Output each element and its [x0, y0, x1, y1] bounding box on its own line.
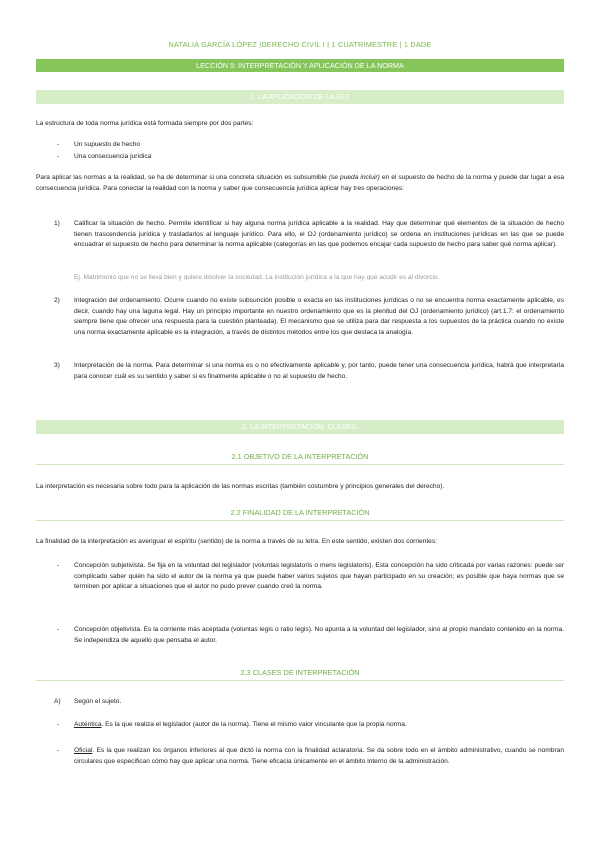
- list-item: Un supuesto de hecho: [74, 141, 140, 148]
- section-1-intro: La estructura de toda norma jurídica está formada siempre por dos partes:: [36, 120, 254, 127]
- bullet-mark: -: [57, 562, 60, 569]
- section-2-heading: 2. LA INTERPRETACIÓN. CLASES.: [36, 420, 564, 434]
- paragraph-part: en el supuesto de hecho de la norma y puede dar lugar a esa consecuencia jurídica. Para conectar la realidad con la norma y saber que consecuencia jurídica aplicar hay tres operaciones:: [36, 174, 564, 192]
- lesson-title-band: LECCIÓN 5: INTERPRETACIÓN Y APLICACIÓN DE LA NORMA: [36, 59, 564, 72]
- list-item: Una consecuencia jurídica: [74, 153, 152, 160]
- list-item: [74, 720, 564, 731]
- bullet-mark: -: [57, 747, 60, 754]
- bullet-mark: -: [57, 626, 60, 633]
- bullet-mark: -: [57, 153, 60, 160]
- term-definition: . Es la que realiza el legislador (autor de la norma). Tiene el mismo valor vinculante que la propia norma.: [101, 721, 407, 728]
- subsection-heading: [36, 452, 564, 461]
- subsection-title: 2.3 CLASES DE INTERPRETACIÓN: [240, 668, 360, 677]
- operation-text: Integración del ordenamiento. Ocurre cuando no existe subsunción posible o exacta en las instituciones jurídicas o no se encuentra norma exactamente aplicable, es decir, cuando hay una laguna legal. Hay un principio importante en nuestro ordenamiento que es la plenitud del OJ (ordenamiento jurídico) (art.1.7: el ordenamiento siempre tiene que ofrecer una respuesta para la cuestión planteada). El mecanismo que se utiliza para dar respuesta a los supuestos de la práctica cuando no existe una norma exactamente aplicable es la integración, a través de distintos métodos entre los que destaca la analogía.: [74, 297, 564, 336]
- bullet-mark: -: [57, 721, 60, 728]
- list-item: Concepción subjetivista. Se fija en la voluntad del legislador (voluntas legislatoris o mens legislatoris). Esta concepción ha sido criticada por varias razones: puede ser complicado saber quién ha sido el autor de la norma ya que puede haber varios sujetos que hayan participado en su creación; es posible que haya normas que se terminen por aplicar a situaciones que el autor no pudo prever cuando creó la norma.: [74, 562, 564, 591]
- paragraph-part: Para aplicar las normas a la realidad, se ha de determinar si una concreta situación es subsumible: [36, 174, 329, 181]
- term: Oficial: [74, 747, 93, 754]
- subsection-text: La interpretación es necesaria sobre todo para la aplicación de las normas escritas (también costumbre y principios generales del derecho).: [36, 483, 445, 490]
- subsection-heading: [36, 668, 564, 677]
- divider: [36, 520, 564, 521]
- divider: [36, 464, 564, 465]
- list-item: Concepción objetivista. Es la corriente más aceptada (voluntas legis o ratio legis). No apunta a la voluntad del legislador, sino al propio mandato contenido en la norma. Se independiza de aquello que pensaba el autor.: [74, 626, 564, 644]
- class-heading: Según el sujeto.: [74, 698, 122, 705]
- divider: [36, 680, 564, 681]
- list-item: [74, 746, 564, 767]
- operation-text: Calificar la situación de hecho. Permite identificar si hay alguna norma jurídica aplicable a la realidad. Hay que determinar qué elementos de la situación de hecho tienen trascendencia jurídica y trasladarlos al lenguaje jurídico. Para ello, el OJ (ordenamiento jurídico) se ordena en instituciones jurídicas en las que se puede encuadrar el supuesto de hecho para determinar la norma aplicable (categorías en las que podemos encajar cada supuesto de hecho para saber qué norma aplicar).: [74, 220, 564, 249]
- operation-text: Interpretación de la norma. Para determinar si una norma es o no efectivamente aplicable y, por tanto, puede tener una consecuencia jurídica, habrá que interpretarla para conocer cuál es su sentido y saber si es finalmente aplicable o no al supuesto de hecho.: [74, 362, 564, 380]
- bullet-mark: -: [57, 141, 60, 148]
- class-label: A): [54, 698, 61, 705]
- operation-example: Ej. Matrimonio que no se lleva bien y quiere disolver la sociedad. La institución jurídica a la que hay que acudir es al divorcio.: [74, 274, 440, 281]
- subsection-title: 2.2 FINALIDAD DE LA INTERPRETACIÓN: [230, 508, 370, 517]
- document-header: NATALIA GARCÍA LÓPEZ |DERECHO CIVIL I | 1 CUATRIMESTRE | 1 DADE: [168, 40, 432, 49]
- subsection-title: 2.1 OBJETIVO DE LA INTERPRETACIÓN: [231, 452, 369, 461]
- operation-number: 1): [54, 220, 60, 227]
- subsection-heading: [36, 508, 564, 517]
- subsection-intro: La finalidad de la interpretación es averiguar el espíritu (sentido) de la norma a través de su letra. En este sentido, existen dos corrientes:: [36, 538, 437, 545]
- operation-number: 2): [54, 297, 60, 304]
- operation-number: 3): [54, 362, 60, 369]
- section-1-paragraph: [36, 173, 564, 194]
- term: Auténtica: [74, 721, 102, 728]
- section-1-heading: 1. LA APLICACIÓN DE LA LEY: [36, 90, 564, 104]
- paragraph-italic: (se pueda incluir): [328, 174, 380, 181]
- term-definition: . Es la que realizan los órganos inferiores al que dictó la norma con la finalidad aclaratoria. Se da sobre todo en el ámbito administrativo, cuando se nombran circulares que especifican cómo hay que aplicar una norma. Tiene eficacia únicamente en el ámbito interno de la administración.: [74, 747, 564, 765]
